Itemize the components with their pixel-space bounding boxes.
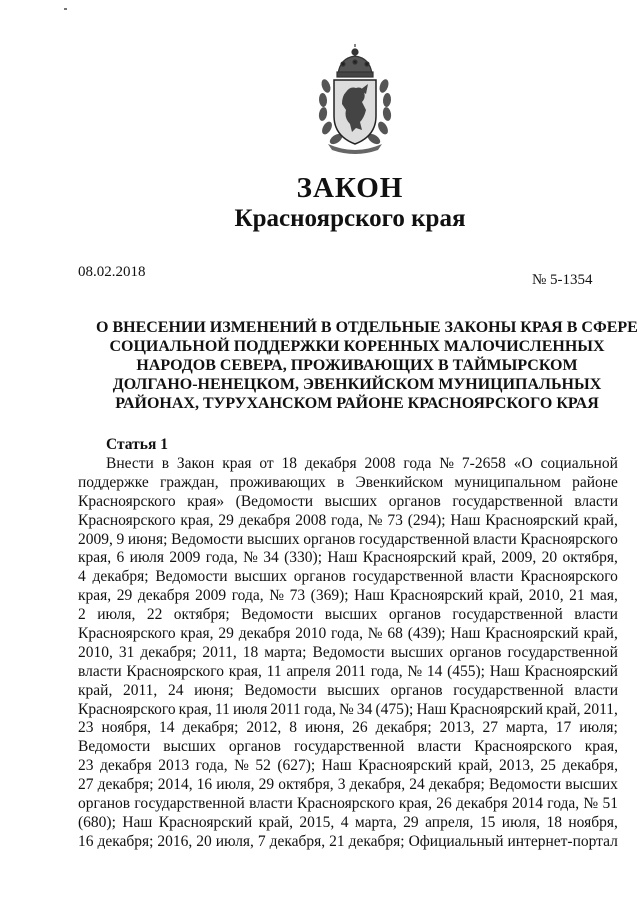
heading-line: ДОЛГАНО-НЕНЕЦКОМ, ЭВЕНКИЙСКОМ МУНИЦИПАЛЬНЫХ [112,376,602,393]
body-line: 2010, 31 декабря; 2011, 18 марта; Ведомости высших органов государственной [78,643,618,661]
scan-mark [64,8,67,10]
body-line: 23 декабря 2013 года, № 52 (627); Наш Красноярский край, 2013, 25 декабря, [78,757,618,775]
heading-line: СОЦИАЛЬНОЙ ПОДДЕРЖКИ КОРЕННЫХ МАЛОЧИСЛЕННЫХ [109,338,605,355]
body-line: край, 2011, 24 июня; Ведомости высших органов государственной власти [78,681,618,699]
body-line: Ведомости высших органов государственной власти Красноярского края, [78,738,618,756]
body-line: края, 29 декабря 2009 года, № 73 (369); Наш Красноярский край, 2010, 21 мая, [78,587,618,605]
body-line: власти Красноярского края, 11 апреля 2011 года, № 14 (455); Наш Красноярский [78,662,618,680]
body-line: 4 декабря; Ведомости высших органов государственной власти Красноярского [78,568,618,586]
body-line: Красноярского края, 29 декабря 2008 года, № 73 (294); Наш Красноярский край, [78,511,618,529]
coat-of-arms-icon [316,44,394,156]
heading-line: О ВНЕСЕНИИ ИЗМЕНЕНИЙ В ОТДЕЛЬНЫЕ ЗАКОНЫ КРАЯ В СФЕРЕ [96,319,638,336]
body-line: органов государственной власти Красноярского края, 26 декабря 2014 года, № 51 [78,795,618,813]
heading-line: НАРОДОВ СЕВЕРА, ПРОЖИВАЮЩИХ В ТАЙМЫРСКОМ [136,357,578,374]
body-line: Внести в Закон края от 18 декабря 2008 года № 7-2658 «О социальной [106,455,618,472]
article-title: Статья 1 [106,436,168,453]
body-line: края, 6 июля 2009 года, № 34 (330); Наш Красноярский край, 2009, 20 октября, [78,549,618,567]
region-subtitle: Красноярского края [234,205,466,232]
body-line: 27 декабря; 2014, 16 июля, 29 октября, 3 декабря, 24 декабря; Ведомости высших [78,776,618,794]
body-line: 16 декабря; 2016, 20 июля, 7 декабря, 21 декабря; Официальный интернет-портал [78,832,618,850]
heading-line: РАЙОНАХ, ТУРУХАНСКОМ РАЙОНЕ КРАСНОЯРСКОГО КРАЯ [115,395,599,412]
body-line: Красноярского края, 29 декабря 2010 года, № 68 (439); Наш Красноярский край, [78,625,618,643]
law-title: ЗАКОН [296,172,404,204]
body-line: Красноярского края, 11 июля 2011 года, № 34 (475); Наш Красноярский край, 2011, [78,700,618,718]
body-line: (680); Наш Красноярский край, 2015, 4 марта, 29 апреля, 15 июля, 18 ноября, [78,813,618,831]
body-line: Красноярского края» (Ведомости высших органов государственной власти [78,492,618,510]
body-line: 23 ноября, 14 декабря; 2012, 8 июня, 26 декабря; 2013, 27 марта, 17 июля; [78,719,618,737]
document-number: № 5-1354 [532,272,593,288]
body-line: поддержке граждан, проживающих в Эвенкийском муниципальном районе [78,473,618,491]
document-date: 08.02.2018 [78,264,146,280]
article-body [78,455,618,852]
law-heading [96,318,638,413]
body-line: 2009, 9 июня; Ведомости высших органов государственной власти Красноярского [78,530,618,548]
body-line: 2 июля, 22 октября; Ведомости высших органов государственной власти [78,606,618,624]
